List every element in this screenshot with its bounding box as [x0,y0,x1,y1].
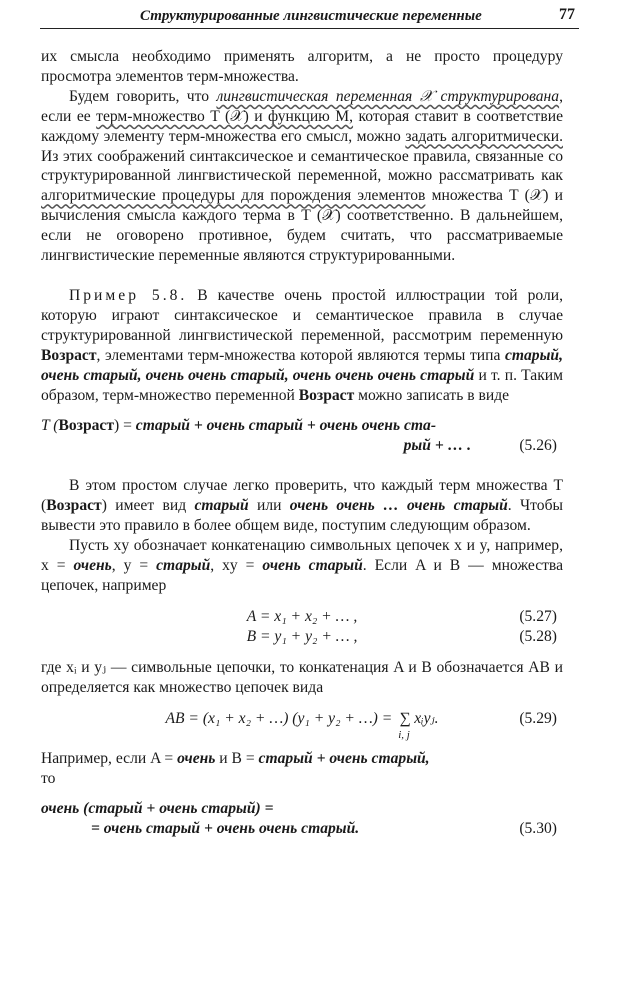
running-header [40,6,579,29]
text-run: или [248,497,290,515]
running-title: Структурированные лингвистические переменные [140,8,482,24]
text-run: то [41,769,56,787]
spacer [41,647,563,658]
equation-part: xᵢyⱼ. [414,709,439,727]
text-run: , xy = [210,557,263,575]
equation-terms: старый + очень старый + очень очень ста- [135,417,437,435]
equation-5-30-line2 [41,819,563,839]
text-run: В этом простом случае легко проверить, что каждый терм множества T ( [41,477,563,515]
underlined-phrase: задать алгоритмически. [405,127,563,145]
spacer [41,456,563,476]
text-run: В качестве очень простой иллюстрации той роли, которую играют синтаксическое и семантическое правила в случае структурированной лингвистической переменной, рассмотрим переменную [41,286,563,344]
paragraph-example [41,286,563,405]
equation-number: (5.30) [519,820,557,838]
text-run: можно записать в виде [354,386,510,404]
term: очень [73,557,112,575]
equation-number: (5.28) [519,627,557,645]
equation-part: AB = (x₁ + x₂ + …) (y₁ + y₂ + …) = [165,709,397,727]
variable-name: Возраст [58,417,114,435]
term: очень [177,749,216,767]
equation-terms: = очень старый + очень очень старый. [91,820,360,838]
term: старый + очень старый, [258,749,430,767]
term-list: старый, очень старый, очень очень старый, очень очень очень старый [41,346,563,384]
variable-name: Возраст [41,346,97,364]
variable-name: Возраст [46,497,102,515]
sum-symbol [396,709,414,741]
term: очень старый [262,557,363,575]
paragraph-continuation [41,47,563,87]
equation-5-26-line1 [41,416,563,436]
paragraph-where [41,658,563,698]
text-run: и B = [215,749,259,767]
text-run: Например, если A = [41,749,178,767]
underlined-phrase [216,88,559,105]
equation-5-28 [41,627,563,647]
equation-text [41,709,563,741]
equation-5-30-line1 [41,799,563,819]
text-run: Пусть xy обозначает конкатенацию символьных цепочек x и y, например, x = [41,537,563,575]
equation-5-29 [41,709,563,749]
equation-text: A = x₁ + x₂ + … , [246,607,358,625]
text-run: Будем говорить, что [69,87,217,105]
text-run: ) имеет вид [101,497,195,515]
text-run: , если ее [41,87,563,125]
text-run: множества T (𝒳) и вычисления смысла каждого терма в T (𝒳) соответственно. В дальнейшем, если не оговорено противное, будем считать, что рассматриваемые лингвистические переменные являются структурированными. [41,187,563,265]
sum-index: i, j [398,728,410,741]
equation-5-26-line2 [41,436,563,456]
term: очень очень … очень старый [289,497,508,515]
text-run: которая ставит в соответствие каждому элементу терм-множества его смысл, можно [41,107,564,145]
term-structured: лингвистическая переменная 𝒳 структурирована [216,87,560,105]
variable-name: Возраст [298,386,355,404]
equation-terms: рый + … . [403,437,471,455]
equation-part: ) = [114,417,136,435]
equation-number: (5.29) [519,709,557,727]
text-run: , y = [111,557,157,575]
paragraph-text: где xᵢ и yⱼ — символьные цепочки, то конкатенация A и B обозначается AB и определяется как множество цепочек вида [41,658,563,696]
paragraph-concatenation [41,536,563,596]
equation-number: (5.27) [519,607,557,625]
spacer [41,788,563,799]
equation-5-27 [41,607,563,627]
equation-part: T ( [41,417,59,435]
paragraph-rule [41,476,563,536]
term: старый [194,497,249,515]
paragraph-example-concat [41,749,563,789]
text-run: Из этих соображений синтаксическое и семантическое правила, связанные со структурированной лингвистической переменной, можно рассматривать как [41,147,563,185]
underlined-phrase: алгоритмические процедуры для порождения элементов [41,187,426,205]
sum-sign: ∑ [399,709,411,727]
term: старый [156,557,211,575]
equation-text: B = y₁ + y₂ + … , [246,627,358,645]
equation-number: (5.26) [519,437,557,455]
underlined-phrase: терм-множество T (𝒳) и функцию M, [96,107,354,125]
spacer [41,266,563,286]
spacer [41,698,563,709]
spacer [41,596,563,607]
equation-text [41,416,436,436]
text-run: . Если A и B — множества цепочек, например [41,557,564,594]
example-label: Пример 5.8. [69,286,188,304]
paragraph-definition [41,87,563,266]
text-run: . Чтобы вывести это правило в более общем виде, поступим следующим образом. [41,497,563,535]
body-text [41,47,563,839]
text-run: , элементами терм-множества которой являются термы типа [96,346,505,364]
text-run: и т. п. Таким образом, терм-множество переменной [41,366,563,404]
page-number: 77 [559,6,575,23]
equation-terms: очень (старый + очень старый) = [41,800,274,818]
spacer [41,405,563,416]
paragraph-text: их смысла необходимо применять алгоритм, а не просто процедуру просмотра элементов терм-множества. [41,48,563,85]
